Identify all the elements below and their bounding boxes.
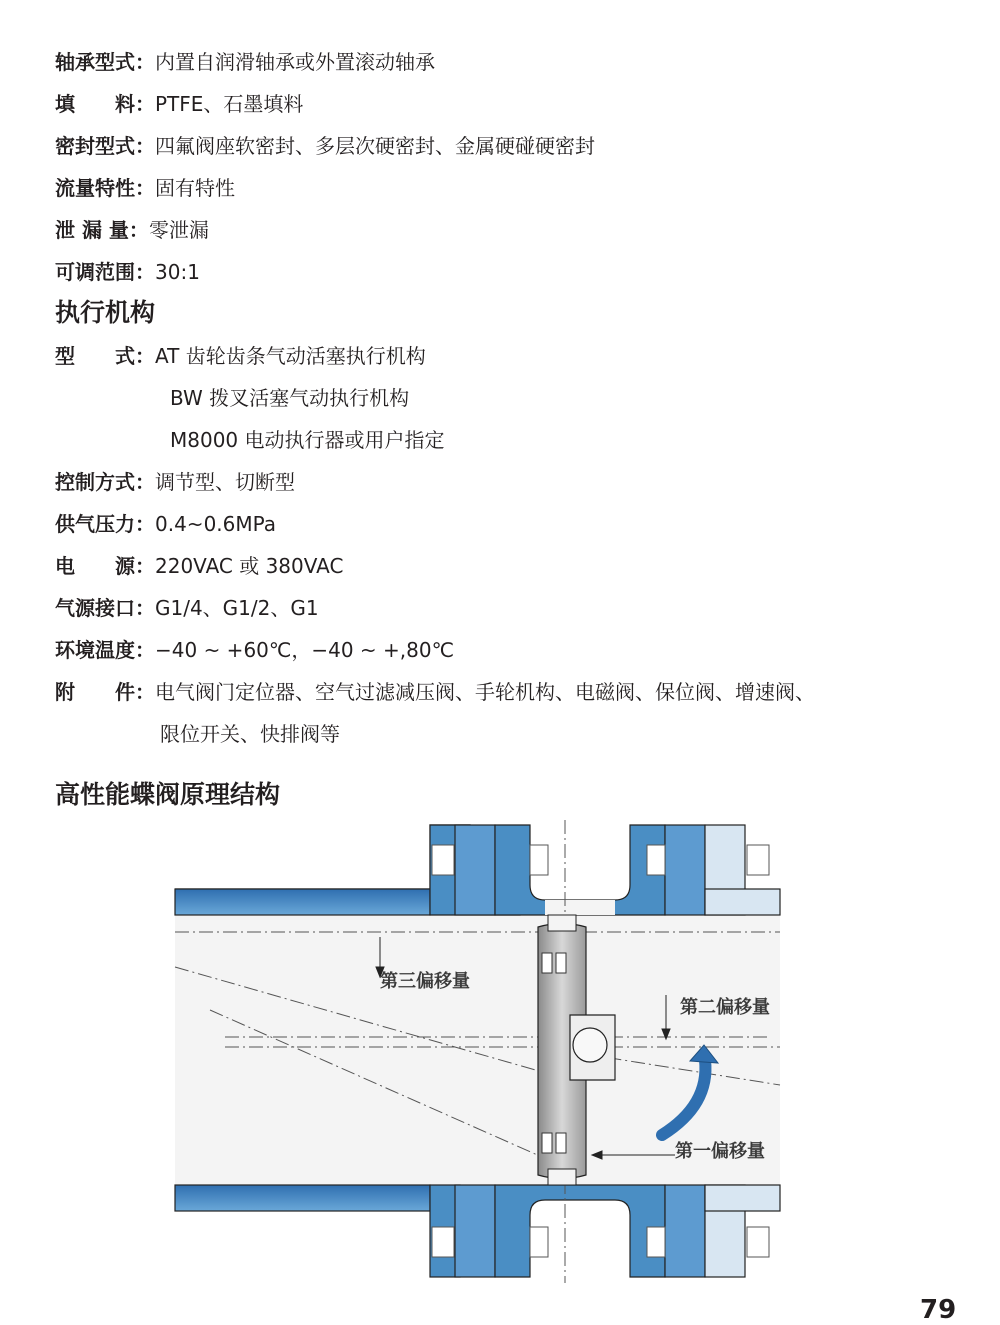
- label-third-offset: 第三偏移量: [380, 971, 470, 992]
- spec-value: 固有特性: [155, 176, 235, 200]
- spec-power: [55, 552, 343, 580]
- spec-temperature: [55, 636, 454, 664]
- spec-value: PTFE、石墨填料: [155, 92, 304, 116]
- spec-value: 0.4~0.6MPa: [155, 512, 277, 536]
- spec-control: [55, 468, 295, 496]
- spec-label: 电 源：: [55, 554, 155, 578]
- spec-leakage: [55, 216, 209, 244]
- spec-accessories: [55, 678, 815, 706]
- spec-label: 型 式：: [55, 344, 155, 368]
- label-second-offset: 第二偏移量: [680, 997, 770, 1018]
- spec-value: 30:1: [155, 260, 200, 284]
- spec-label: 填 料：: [55, 92, 155, 116]
- spec-label: 附 件：: [55, 680, 155, 704]
- spec-accessories-cont: 限位开关、快排阀等: [160, 722, 340, 746]
- actuator-heading: 执行机构: [55, 298, 156, 327]
- lower-left-flange: [455, 1185, 495, 1277]
- spec-value: 调节型、切断型: [155, 470, 295, 494]
- actuator-type-2: BW 拨叉活塞气动执行机构: [170, 386, 410, 410]
- actuator-type-3: M8000 电动执行器或用户指定: [170, 428, 445, 452]
- spec-bearing: [55, 48, 435, 76]
- spec-seal: [55, 132, 595, 160]
- diagram-heading: 高性能蝶阀原理结构: [55, 780, 281, 809]
- actuator-type: [55, 342, 426, 370]
- spec-value: 零泄漏: [148, 218, 209, 242]
- lower-right-pipe: [705, 1185, 780, 1211]
- spec-value: 四氟阀座软密封、多层次硬密封、金属硬碰硬密封: [155, 134, 595, 158]
- page-number: 79: [920, 1295, 957, 1325]
- upper-left-pipe: [175, 889, 430, 915]
- stem-circle: [573, 1028, 607, 1062]
- upper-left-flange-body: [455, 825, 495, 915]
- spec-label: 可调范围：: [55, 260, 155, 284]
- upper-left-pipe-wall: [175, 825, 470, 889]
- spec-air-port: [55, 594, 319, 622]
- upper-right-flange: [665, 825, 705, 915]
- seat-top: [548, 915, 576, 931]
- spec-label: 供气压力：: [55, 512, 155, 536]
- spec-value: G1/4、G1/2、G1: [155, 596, 319, 620]
- lower-right-flange: [665, 1185, 705, 1277]
- spec-label: 密封型式：: [55, 134, 155, 158]
- seat-bottom: [548, 1169, 576, 1185]
- spec-flow: [55, 174, 235, 202]
- spec-value: 电气阀门定位器、空气过滤减压阀、手轮机构、电磁阀、保位阀、增速阀、: [155, 680, 815, 704]
- spec-value: AT 齿轮齿条气动活塞执行机构: [155, 344, 426, 368]
- spec-label: 控制方式：: [55, 470, 155, 494]
- spec-label: 泄 漏 量：: [55, 218, 149, 242]
- upper-right-pipe: [705, 889, 780, 915]
- spec-value: 内置自润滑轴承或外置滚动轴承: [155, 50, 435, 74]
- spec-label: 环境温度：: [55, 638, 155, 662]
- valve-diagram: [170, 815, 800, 1285]
- lower-valve-body: [495, 1185, 665, 1277]
- spec-label: 流量特性：: [55, 176, 155, 200]
- lower-left-pipe: [175, 1185, 430, 1211]
- spec-label: 气源接口：: [55, 596, 155, 620]
- label-first-offset: 第一偏移量: [675, 1141, 765, 1162]
- spec-air-pressure: [55, 510, 276, 538]
- spec-value: −40 ~ +60℃，−40 ~ +,80℃: [155, 638, 455, 662]
- spec-packing: [55, 90, 303, 118]
- spec-label: 轴承型式：: [55, 50, 155, 74]
- spec-value: 220VAC 或 380VAC: [155, 554, 344, 578]
- spec-range: [55, 258, 200, 286]
